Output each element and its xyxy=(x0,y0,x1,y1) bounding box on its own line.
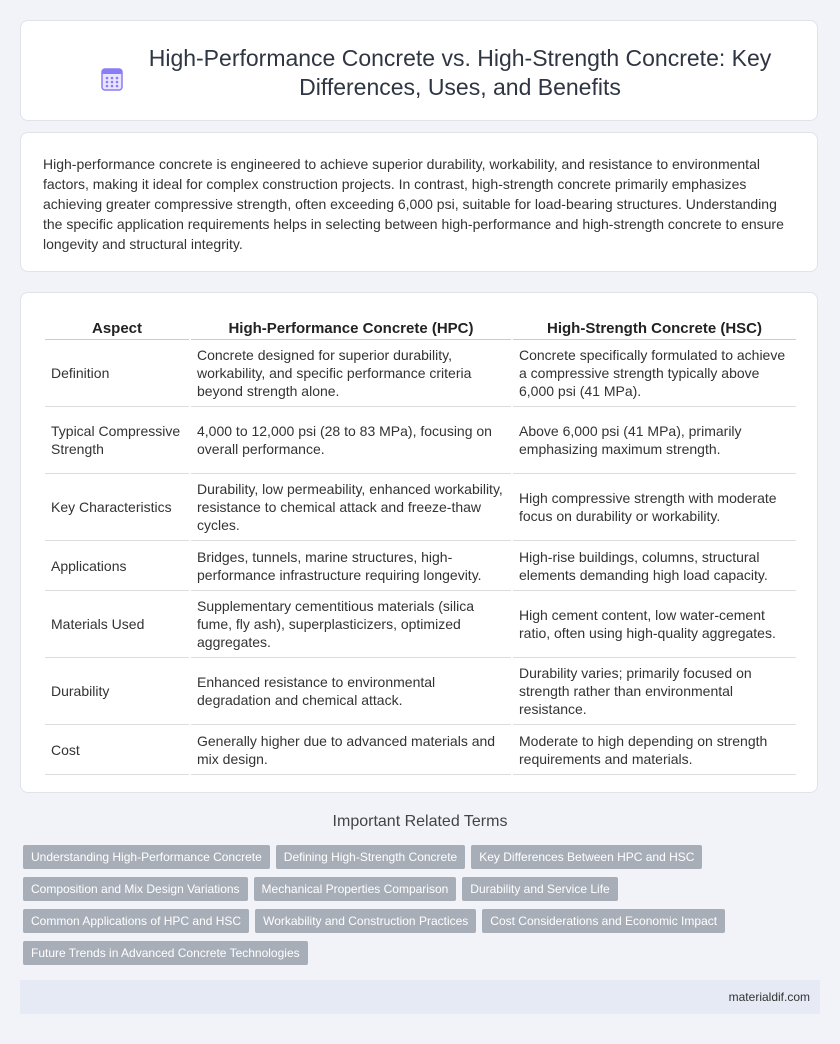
table-row xyxy=(45,591,796,658)
related-term-tag[interactable]: Cost Considerations and Economic Impact xyxy=(482,909,725,933)
cell-hpc: 4,000 to 12,000 psi (28 to 83 MPa), focusing on overall performance. xyxy=(191,407,511,474)
header-hsc: High-Strength Concrete (HSC) xyxy=(513,315,796,340)
table-row xyxy=(45,340,796,407)
table-header-row xyxy=(45,315,796,340)
cell-hpc: Durability, low permeability, enhanced workability, resistance to chemical attack and freeze-thaw cycles. xyxy=(191,474,511,541)
cell-hpc: Supplementary cementitious materials (silica fume, fly ash), superplasticizers, optimized aggregates. xyxy=(191,591,511,658)
table-row xyxy=(45,407,796,474)
table-row xyxy=(45,725,796,775)
cell-aspect: Cost xyxy=(45,725,189,775)
header-aspect: Aspect xyxy=(45,315,189,340)
related-term-tag[interactable]: Defining High-Strength Concrete xyxy=(276,845,465,869)
cell-aspect: Materials Used xyxy=(45,591,189,658)
related-term-tag[interactable]: Composition and Mix Design Variations xyxy=(23,877,248,901)
cell-hsc: Durability varies; primarily focused on strength rather than environmental resistance. xyxy=(513,658,796,725)
page-title: High-Performance Concrete vs. High-Strength Concrete: Key Differences, Uses, and Benefits xyxy=(148,45,772,100)
table-row xyxy=(45,541,796,591)
related-term-tag[interactable]: Mechanical Properties Comparison xyxy=(254,877,457,901)
footer-site-link[interactable]: materialdif.com xyxy=(728,990,810,1004)
related-terms-heading: Important Related Terms xyxy=(332,813,508,830)
footer xyxy=(20,980,820,1014)
comparison-table xyxy=(43,315,798,775)
cell-aspect: Definition xyxy=(45,340,189,407)
table-row xyxy=(45,658,796,725)
comparison-table-card xyxy=(20,292,818,793)
cell-aspect: Typical Compressive Strength xyxy=(45,407,189,474)
cell-aspect: Key Characteristics xyxy=(45,474,189,541)
intro-paragraph: High-performance concrete is engineered to achieve superior durability, workability, and resistance to environmental factors, making it ideal for complex construction projects. In contrast, high-strength concrete primarily emphasizes achieving greater compressive strength, often exceeding 6,000 psi, suitable for load-bearing structures. Understanding the specific application requirements helps in selecting between high-performance and high-strength concrete to ensure longevity and structural integrity. xyxy=(43,156,784,252)
cell-hsc: High compressive strength with moderate focus on durability or workability. xyxy=(513,474,796,541)
intro-card xyxy=(20,132,818,272)
related-term-tag[interactable]: Understanding High-Performance Concrete xyxy=(23,845,270,869)
cell-hpc: Bridges, tunnels, marine structures, high-performance infrastructure requiring longevity. xyxy=(191,541,511,591)
cell-hsc: High-rise buildings, columns, structural elements demanding high load capacity. xyxy=(513,541,796,591)
related-term-tag[interactable]: Workability and Construction Practices xyxy=(255,909,476,933)
related-term-tag[interactable]: Future Trends in Advanced Concrete Technologies xyxy=(23,941,308,965)
cell-hpc: Generally higher due to advanced materials and mix design. xyxy=(191,725,511,775)
cell-aspect: Durability xyxy=(45,658,189,725)
cell-hpc: Enhanced resistance to environmental degradation and chemical attack. xyxy=(191,658,511,725)
cell-hpc: Concrete designed for superior durability, workability, and specific performance criteria beyond strength alone. xyxy=(191,340,511,407)
cell-aspect: Applications xyxy=(45,541,189,591)
header-hpc: High-Performance Concrete (HPC) xyxy=(191,315,511,340)
cell-hsc: Above 6,000 psi (41 MPa), primarily emphasizing maximum strength. xyxy=(513,407,796,474)
table-row xyxy=(45,474,796,541)
related-term-tag[interactable]: Key Differences Between HPC and HSC xyxy=(471,845,702,869)
cell-hsc: High cement content, low water-cement ratio, often using high-quality aggregates. xyxy=(513,591,796,658)
related-term-tag[interactable]: Common Applications of HPC and HSC xyxy=(23,909,249,933)
cell-hsc: Moderate to high depending on strength requirements and materials. xyxy=(513,725,796,775)
related-term-tag[interactable]: Durability and Service Life xyxy=(462,877,617,901)
cell-hsc: Concrete specifically formulated to achieve a compressive strength typically above 6,000 psi (41 MPa). xyxy=(513,340,796,407)
related-terms-list xyxy=(23,845,783,973)
